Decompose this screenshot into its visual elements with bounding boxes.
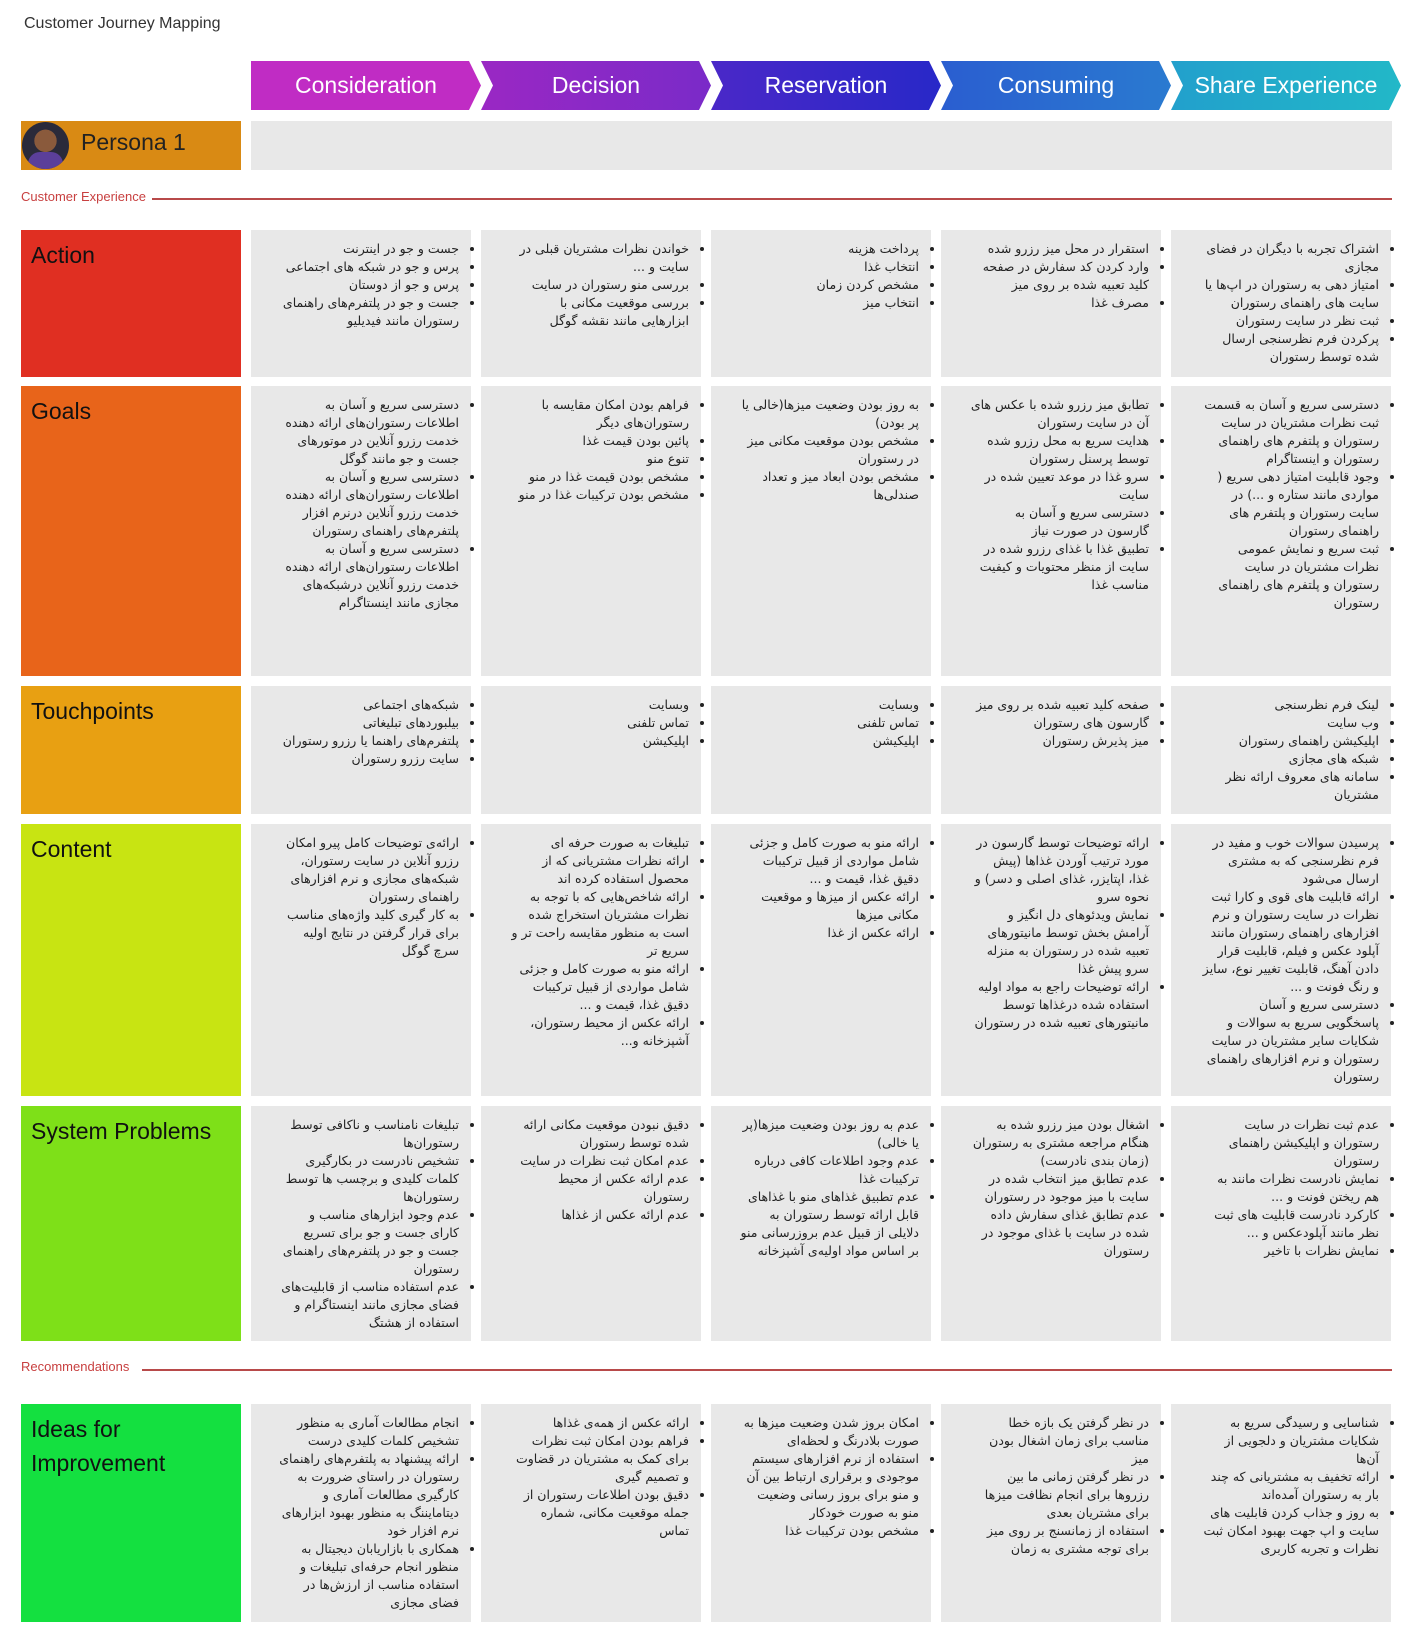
bullet-item: • عدم تطبیق غذاهای منو با غذاهای قابل ارائه توسط رستوران به دلایلی از قبیل عدم بروزرسانی منو بر اساس مواد اولیه‌ی آشپزخانه (739, 1188, 919, 1260)
bullet-item: • تماس تلفنی (739, 714, 919, 732)
persona-band (251, 121, 1392, 170)
bullet-list (717, 240, 919, 312)
bullet-item: • ارائه پیشنهاد به پلتفرم‌های راهنمای رستوران در راستای ضرورت به کارگیری مطالعات آماری و دیتامایننگ به منظور بهبود ابزارهای نرم افزار خود (279, 1450, 459, 1540)
bullet-list (487, 1116, 689, 1224)
stage-label: Consideration (295, 72, 437, 98)
bullet-list (487, 1414, 689, 1540)
cell-content-consuming[interactable] (941, 824, 1161, 1096)
cell-problems-share-experience[interactable] (1171, 1106, 1391, 1341)
bullet-item: • عدم به روز بودن وضعیت میزها(پر یا خالی) (739, 1116, 919, 1152)
bullet-item: • به روز بودن وضعیت میزها(خالی یا پر بودن) (739, 396, 919, 432)
bullet-item: • پرکردن فرم نظرسنجی ارسال شده توسط رستوران (1199, 330, 1379, 366)
bullet-item: • ارائه عکس از غذا (739, 924, 919, 942)
cell-action-consuming[interactable] (941, 230, 1161, 377)
bullet-item: • پرسیدن سوالات خوب و مفید در فرم نظرسنجی که به مشتری ارسال می‌شود (1199, 834, 1379, 888)
row-label-problems (21, 1106, 241, 1341)
bullet-item: • مشخص بودن موقعیت مکانی میز در رستوران (739, 432, 919, 468)
bullet-list (1177, 834, 1379, 1086)
bullet-item: • عدم ارائه عکس از محیط رستوران (509, 1170, 689, 1206)
bullet-item: • ثبت نظر در سایت رستوران (1199, 312, 1379, 330)
cell-ideas-consideration[interactable] (251, 1404, 471, 1622)
cell-problems-consideration[interactable] (251, 1106, 471, 1341)
bullet-item: • پرداخت هزینه (739, 240, 919, 258)
bullet-item: • استفاده از زمانسنج بر روی میز برای توجه مشتری به زمان (969, 1522, 1149, 1558)
bullet-item: • اشتراک تجربه با دیگران در فضای مجازی (1199, 240, 1379, 276)
bullet-item: • دسترسی سریع و آسان به قسمت ثبت نظرات مشتریان در سایت رستوران و پلتفرم های راهنمای رستوران و اینستاگرام (1199, 396, 1379, 468)
cell-action-consideration[interactable] (251, 230, 471, 377)
cell-touchpoints-consuming[interactable] (941, 686, 1161, 814)
bullet-item: • مشخص کردن زمان (739, 276, 919, 294)
bullet-item: • دسترسی سریع و آسان (1199, 996, 1379, 1014)
bullet-item: • میز پذیرش رستوران (969, 732, 1149, 750)
cell-goals-share-experience[interactable] (1171, 386, 1391, 676)
bullet-item: • شبکه های مجازی (1199, 750, 1379, 768)
bullet-list (257, 834, 459, 960)
cell-content-reservation[interactable] (711, 824, 931, 1096)
bullet-list (1177, 696, 1379, 804)
bullet-item: • اپلیکیشن (739, 732, 919, 750)
row-label-touchpoints (21, 686, 241, 814)
bullet-list (257, 696, 459, 768)
bullet-item: • وارد کردن کد سفارش در صفحه کلید تعبیه شده بر روی میز (969, 258, 1149, 294)
bullet-item: • بررسی منو رستوران در سایت (509, 276, 689, 294)
bullet-list (257, 240, 459, 330)
bullet-item: • پاسخگویی سریع به سوالات و شکایات سایر مشتریان در سایت رستوران و نرم افزارهای راهنمای رستوران (1199, 1014, 1379, 1086)
bullet-item: • ارائه منو به صورت کامل و جزئی شامل مواردی از قبیل ترکیبات دقیق غذا، قیمت و ... (509, 960, 689, 1014)
bullet-list (947, 240, 1149, 312)
persona-name: Persona 1 (81, 129, 186, 155)
row-title: Touchpoints (31, 698, 154, 724)
cell-problems-consuming[interactable] (941, 1106, 1161, 1341)
bullet-item: • گارسون های رستوران (969, 714, 1149, 732)
cell-touchpoints-consideration[interactable] (251, 686, 471, 814)
bullet-item: • امتیاز دهی به رستوران در اپ‌ها یا سایت های راهنمای رستوران (1199, 276, 1379, 312)
bullet-list (257, 396, 459, 612)
bullet-item: • جست و جو در پلتفرم‌های راهنمای رستوران مانند فیدیلیو (279, 294, 459, 330)
bullet-list (1177, 396, 1379, 612)
bullet-item: • اپلیکیشن (509, 732, 689, 750)
bullet-item: • شبکه‌های اجتماعی (279, 696, 459, 714)
row-title: System Problems (31, 1118, 212, 1144)
cell-action-share-experience[interactable] (1171, 230, 1391, 377)
bullet-item: • دقیق نبودن موقعیت مکانی ارائه شده توسط رستوران (509, 1116, 689, 1152)
persona-avatar (22, 122, 69, 169)
bullet-list (717, 1414, 919, 1540)
bullet-list (257, 1116, 459, 1332)
bullet-item: • دسترسی سریع و آسان به اطلاعات رستوران‌های ارائه دهنده خدمت رزرو آنلاین درنرم افزار پلتفرم‌های راهنمای رستوران (279, 468, 459, 540)
bullet-item: • ارائه نظرات مشتریانی که از محصول استفاده کرده اند (509, 852, 689, 888)
bullet-list (947, 834, 1149, 1032)
stage-consideration[interactable] (251, 61, 481, 110)
cell-ideas-consuming[interactable] (941, 1404, 1161, 1622)
bullet-item: • کارکرد نادرست قابلیت های ثبت نظر مانند آپلودعکس و ... (1199, 1206, 1379, 1242)
bullet-item: • ارائه توضیحات توسط گارسون در مورد ترتیب آوردن غذاها (پیش غذا، اپتایزر، غذای اصلی و دسر) و نحوه سرو (969, 834, 1149, 906)
bullet-item: • دسترسی سریع و آسان به اطلاعات رستوران‌های ارائه دهنده خدمت رزرو آنلاین در موتورهای جست و جو مانند گوگل (279, 396, 459, 468)
bullet-item: • پائین بودن قیمت غذا (509, 432, 689, 450)
bullet-item: • خواندن نظرات مشتریان قبلی در سایت و ... (509, 240, 689, 276)
section-divider (142, 1369, 1392, 1371)
bullet-item: • سرو غذا در موعد تعیین شده در سایت (969, 468, 1149, 504)
cell-action-reservation[interactable] (711, 230, 931, 377)
bullet-item: • امکان بروز شدن وضعیت میزها به صورت بلادرنگ و لحظه‌ای (739, 1414, 919, 1450)
row-title: Goals (31, 398, 92, 424)
bullet-list (487, 240, 689, 330)
bullet-item: • تطابق میز رزرو شده با عکس های آن در سایت رستوران (969, 396, 1149, 432)
bullet-item: • عدم امکان ثبت نظرات در سایت (509, 1152, 689, 1170)
bullet-list (717, 1116, 919, 1260)
cell-content-decision[interactable] (481, 824, 701, 1096)
bullet-item: • تشخیص نادرست در بکارگیری کلمات کلیدی و برچسب ها توسط رستوران‌ها (279, 1152, 459, 1206)
bullet-list (257, 1414, 459, 1612)
section-divider (152, 198, 1392, 200)
bullet-item: • در نظر گرفتن زمانی ما بین رزروها برای انجام نظافت میزها برای مشتریان بعدی (969, 1468, 1149, 1522)
bullet-item: • ارائه عکس از محیط رستوران، آشپزخانه و... (509, 1014, 689, 1050)
stage-consuming[interactable] (941, 61, 1171, 110)
stage-share-experience[interactable] (1171, 61, 1401, 110)
persona-card[interactable] (21, 121, 241, 170)
bullet-item: • عدم ثبت نظرات در سایت رستوران و اپلیکیشن راهنمای رستوران (1199, 1116, 1379, 1170)
bullet-item: • بررسی موقعیت مکانی با ابزارهایی مانند نقشه گوگل (509, 294, 689, 330)
bullet-item: • مشخص بودن قیمت غذا در منو (509, 468, 689, 486)
cell-problems-reservation[interactable] (711, 1106, 931, 1341)
bullet-item: • فراهم بودن امکان ثبت نظرات برای کمک به مشتریان در قضاوت و تصمیم گیری (509, 1432, 689, 1486)
bullet-list (717, 696, 919, 750)
bullet-item: • نمایش نادرست نظرات مانند به هم ریختن فونت و ... (1199, 1170, 1379, 1206)
cell-goals-decision[interactable] (481, 386, 701, 676)
bullet-list (947, 696, 1149, 750)
bullet-item: • عدم ارائه عکس از غذاها (509, 1206, 689, 1224)
bullet-item: • استقرار در محل میز رزرو شده (969, 240, 1149, 258)
stage-label: Reservation (764, 72, 888, 98)
bullet-item: • تطبیق غذا با غذای رزرو شده در سایت از منظر محتویات و کیفیت مناسب غذا (969, 540, 1149, 594)
bullet-item: • تماس تلفنی (509, 714, 689, 732)
bullet-item: • وبسایت (509, 696, 689, 714)
bullet-item: • عدم تطابق غذای سفارش داده شده در سایت با غذای موجود در رستوران (969, 1206, 1149, 1260)
bullet-item: • ارائه عکس از همه‌ی غذاها (509, 1414, 689, 1432)
bullet-item: • دسترسی سریع و آسان به اطلاعات رستوران‌های ارائه دهنده خدمت رزرو آنلاین درشبکه‌های مجازی مانند اینستاگرام (279, 540, 459, 612)
bullet-item: • ارائه قابلیت های قوی و کارا ثبت نظرات در سایت رستوران و نرم افزارهای راهنمای رستوران مانند آپلود عکس و فیلم، قابلیت قرار دادن آهنگ، قابلیت تغییر نوع، سایز و رنگ فونت و ... (1199, 888, 1379, 996)
bullet-list (487, 396, 689, 504)
stage-reservation[interactable] (711, 61, 941, 110)
bullet-item: • فراهم بودن امکان مقایسه با رستوران‌های دیگر (509, 396, 689, 432)
stage-label: Consuming (997, 72, 1115, 98)
cell-ideas-share-experience[interactable] (1171, 1404, 1391, 1622)
row-label-goals (21, 386, 241, 676)
stage-label: Decision (551, 72, 641, 98)
bullet-item: • به روز و جذاب کردن قابلیت های سایت و اپ جهت بهبود امکان ثبت نظرات و تجربه کاربری (1199, 1504, 1379, 1558)
bullet-item: • ارائه تخفیف به مشتریانی که چند بار به رستوران آمده‌اند (1199, 1468, 1379, 1504)
bullet-list (487, 696, 689, 750)
stage-decision[interactable] (481, 61, 711, 110)
row-title: Content (31, 836, 112, 862)
bullet-item: • دسترسی سریع و آسان به گارسون در صورت نیاز (969, 504, 1149, 540)
bullet-item: • وبسایت (739, 696, 919, 714)
row-label-content (21, 824, 241, 1096)
bullet-list (1177, 1116, 1379, 1260)
bullet-item: • شناسایی و رسیدگی سریع به شکایات مشتریان و دلجویی از آن‌ها (1199, 1414, 1379, 1468)
cell-goals-consuming[interactable] (941, 386, 1161, 676)
bullet-item: • ارائه‌ی توضیحات کامل پیرو امکان رزرو آنلاین در سایت رستوران، شبکه‌های مجازی و نرم افزارهای راهنمای رستوران (279, 834, 459, 906)
bullet-item: • عدم وجود ابزارهای مناسب و کارای جست و جو برای تسریع جست و جو در پلتفرم‌های راهنمای رستوران (279, 1206, 459, 1278)
cell-touchpoints-reservation[interactable] (711, 686, 931, 814)
bullet-item: • تنوع منو (509, 450, 689, 468)
bullet-item: • ارائه توضیحات راجع به مواد اولیه استفاده شده درغذاها توسط مانیتورهای تعبیه شده در رستوران (969, 978, 1149, 1032)
bullet-item: • جست و جو در اینترنت (279, 240, 459, 258)
bullet-item: • پرس و جو در شبکه های اجتماعی (279, 258, 459, 276)
bullet-item: • مصرف غذا (969, 294, 1149, 312)
bullet-item: • نمایش ویدئوهای دل انگیز و آرامش بخش توسط مانیتورهای تعبیه شده در رستوران به منزله سرو پیش غذا (969, 906, 1149, 978)
bullet-item: • سامانه های معروف ارائه نظر مشتریان (1199, 768, 1379, 804)
bullet-item: • انتخاب میز (739, 294, 919, 312)
bullet-list (717, 396, 919, 504)
bullet-item: • مشخص بودن ترکیبات غذا در منو (509, 486, 689, 504)
bullet-item: • ثبت سریع و نمایش عمومی نظرات مشتریان در سایت رستوران و پلتفرم های راهنمای رستوران (1199, 540, 1379, 612)
bullet-item: • به کار گیری کلید واژه‌های مناسب برای قرار گرفتن در نتایج اولیه سرچ گوگل (279, 906, 459, 960)
section-label-recommendations: Recommendations (21, 1359, 130, 1374)
bullet-item: • پرس و جو از دوستان (279, 276, 459, 294)
bullet-item: • در نظر گرفتن یک بازه خطا مناسب برای زمان اشغال بودن میز (969, 1414, 1149, 1468)
diagram-title: Customer Journey Mapping (24, 15, 221, 32)
cell-action-decision[interactable] (481, 230, 701, 377)
row-label-ideas (21, 1404, 241, 1622)
bullet-item: • سایت رزرو رستوران (279, 750, 459, 768)
bullet-list (717, 834, 919, 942)
bullet-item: • پلتفرم‌های راهنما یا رزرو رستوران (279, 732, 459, 750)
cell-goals-consideration[interactable] (251, 386, 471, 676)
bullet-item: • صفحه کلید تعبیه شده بر روی میز (969, 696, 1149, 714)
bullet-item: • اپلیکیشن راهنمای رستوران (1199, 732, 1379, 750)
bullet-item: • انتخاب غذا (739, 258, 919, 276)
row-title: Ideas for Improvement (31, 1416, 166, 1476)
bullet-item: • بیلبوردهای تبلیغاتی (279, 714, 459, 732)
bullet-item: • وجود قابلیت امتیاز دهی سریع ( مواردی مانند ستاره و ...) در سایت رستوران و پلتفرم های راهنمای رستوران (1199, 468, 1379, 540)
row-title: Action (31, 242, 95, 268)
bullet-list (1177, 1414, 1379, 1558)
bullet-item: • ارائه شاخص‌هایی که با توجه به نظرات مشتریان استخراج شده است به منظور مقایسه راحت تر و سریع تر (509, 888, 689, 960)
bullet-item: • نمایش نظرات با تاخیر (1199, 1242, 1379, 1260)
cell-ideas-decision[interactable] (481, 1404, 701, 1622)
bullet-item: • عدم استفاده مناسب از قابلیت‌های فضای مجازی مانند اینستاگرام و استفاده از هشتگ (279, 1278, 459, 1332)
cell-touchpoints-share-experience[interactable] (1171, 686, 1391, 814)
bullet-list (1177, 240, 1379, 366)
cell-problems-decision[interactable] (481, 1106, 701, 1341)
bullet-item: • وب سایت (1199, 714, 1379, 732)
bullet-item: • ارائه منو به صورت کامل و جزئی شامل مواردی از قبیل ترکیبات دقیق غذا، قیمت و ... (739, 834, 919, 888)
cell-content-share-experience[interactable] (1171, 824, 1391, 1096)
bullet-item: • تبلیغات به صورت حرفه ای (509, 834, 689, 852)
bullet-item: • استفاده از نرم افزارهای سیستم موجودی و برقراری ارتباط بین آن و منو برای بروز رسانی وضعیت منو به صورت خودکار (739, 1450, 919, 1522)
stage-label: Share Experience (1194, 72, 1378, 98)
bullet-item: • لینک فرم نظرسنجی (1199, 696, 1379, 714)
bullet-item: • اشغال بودن میز رزرو شده به هنگام مراجعه مشتری به رستوران (زمان بندی نادرست) (969, 1116, 1149, 1170)
bullet-list (947, 1414, 1149, 1558)
bullet-item: • ارائه عکس از میزها و موقعیت مکانی میزها (739, 888, 919, 924)
cell-touchpoints-decision[interactable] (481, 686, 701, 814)
section-label-customer-experience: Customer Experience (21, 189, 146, 204)
bullet-item: • هدایت سریع به محل رزرو شده توسط پرسنل رستوران (969, 432, 1149, 468)
bullet-item: • دقیق بودن اطلاعات رستوران از جمله موقعیت مکانی، شماره تماس (509, 1486, 689, 1540)
cell-ideas-reservation[interactable] (711, 1404, 931, 1622)
cell-content-consideration[interactable] (251, 824, 471, 1096)
bullet-item: • مشخص بودن ترکیبات غذا (739, 1522, 919, 1540)
bullet-list (487, 834, 689, 1050)
bullet-item: • مشخص بودن ابعاد میز و تعداد صندلی‌ها (739, 468, 919, 504)
bullet-item: • عدم وجود اطلاعات کافی درباره ترکیبات غذا (739, 1152, 919, 1188)
cell-goals-reservation[interactable] (711, 386, 931, 676)
bullet-item: • تبلیغات نامناسب و ناکافی توسط رستوران‌ها (279, 1116, 459, 1152)
bullet-item: • عدم تطابق میز انتخاب شده در سایت با میز موجود در رستوران (969, 1170, 1149, 1206)
bullet-list (947, 396, 1149, 594)
bullet-list (947, 1116, 1149, 1260)
bullet-item: • همکاری با بازاریابان دیجیتال به منظور انجام حرفه‌ای تبلیغات و استفاده مناسب از ارزش‌ها در فضای مجازی (279, 1540, 459, 1612)
bullet-item: • انجام مطالعات آماری به منظور تشخیص کلمات کلیدی درست (279, 1414, 459, 1450)
row-label-action (21, 230, 241, 377)
